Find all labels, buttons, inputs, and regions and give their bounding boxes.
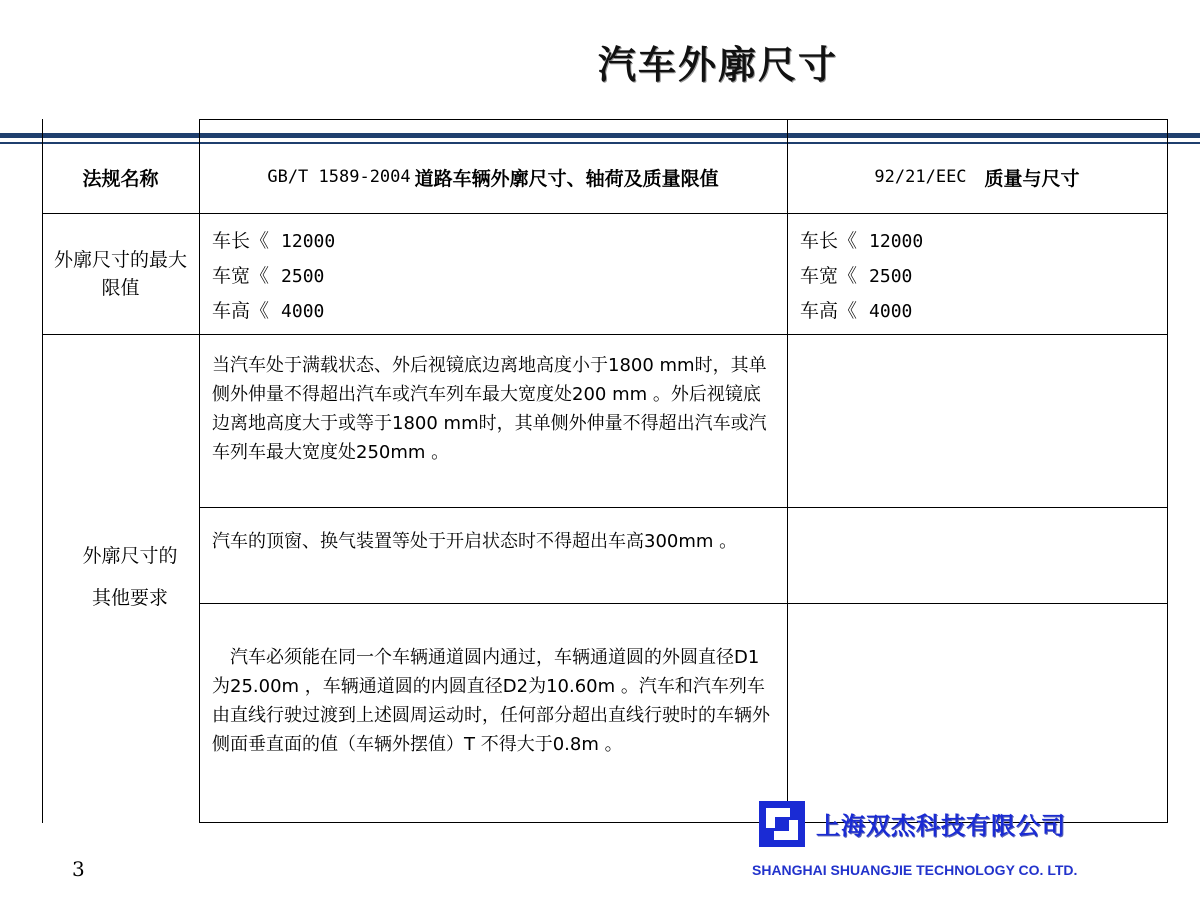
regulation-table xyxy=(42,119,1168,823)
company-name-cn: 上海双杰科技有限公司 xyxy=(816,812,1066,840)
company-logo-icon xyxy=(759,801,805,847)
eec-standard-title: 质量与尺寸 xyxy=(984,167,1080,190)
eec-standard-code: 92/21/EEC xyxy=(874,167,967,187)
dimension-line: 车宽《 2500 xyxy=(212,265,325,287)
requirement-roof-opening: 汽车的顶窗、换气装置等处于开启状态时不得超出车高300mm 。 xyxy=(212,531,738,552)
dimension-line: 车长《 12000 xyxy=(800,230,924,252)
dimension-line: 车高《 4000 xyxy=(800,300,913,322)
dimension-line: 车高《 4000 xyxy=(212,300,325,322)
company-name-en: SHANGHAI SHUANGJIE TECHNOLOGY CO. LTD. xyxy=(752,862,1078,878)
header-gb-standard xyxy=(199,141,787,213)
eec-max-dimensions xyxy=(800,224,923,329)
page-title: 汽车外廓尺寸 xyxy=(598,43,839,87)
row-label-other-requirements: 外廓尺寸的其他要求 xyxy=(82,544,178,609)
gb-standard-title: 道路车辆外廓尺寸、轴荷及质量限值 xyxy=(414,167,719,190)
requirement-turning-circle: 汽车必须能在同一个车辆通道圆内通过，车辆通道圆的外圆直径D1为25.00m ，车辆通道圆的内圆直径D2为10.60m 。汽车和汽车列车由直线行驶过渡到上述圆周运动时，任何部分超出直线行驶时的车辆外侧面垂直面的值（车辆外摆值）T 不得大于0.8m 。 xyxy=(212,647,770,755)
row-label-max-dimensions: 外廓尺寸的最大限值 xyxy=(53,248,187,299)
requirement-mirror-overhang: 当汽车处于满载状态、外后视镜底边离地高度小于1800 mm时，其单侧外伸量不得超出汽车或汽车列车最大宽度处200 mm 。外后视镜底边离地高度大于或等于1800 mm时，其单侧外伸量不得超出汽车或汽车列车最大宽度处250mm 。 xyxy=(212,355,767,463)
header-regulation-name: 法规名称 xyxy=(82,167,159,190)
gb-max-dimensions xyxy=(212,224,335,329)
header-eec-standard xyxy=(787,141,1167,213)
dimension-line: 车宽《 2500 xyxy=(800,265,913,287)
gb-standard-code: GB/T 1589-2004 xyxy=(267,167,411,187)
dimension-line: 车长《 12000 xyxy=(212,230,336,252)
page-number: 3 xyxy=(72,857,85,881)
